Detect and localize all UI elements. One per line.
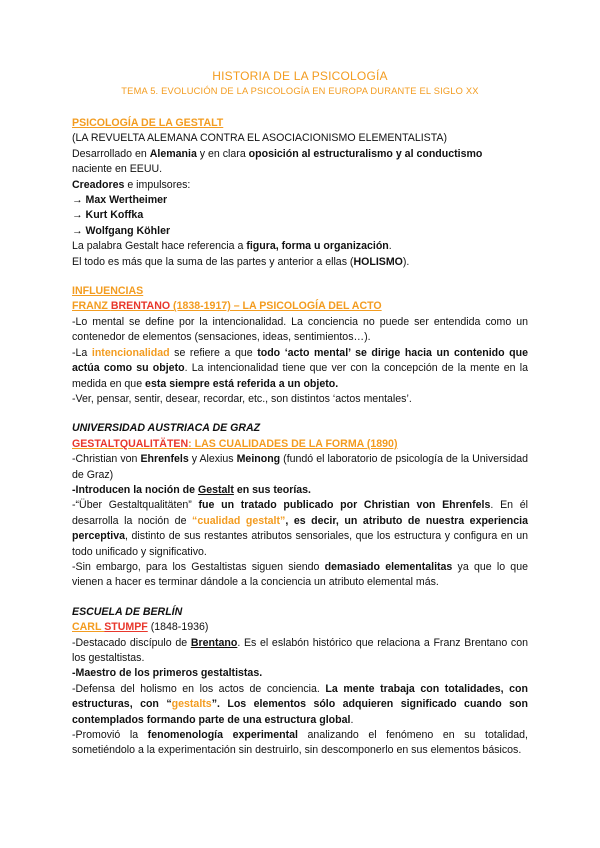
gestalt-holism-line: El todo es más que la suma de las partes y anterior a ellas (HOLISMO).: [72, 255, 410, 268]
section-heading-berlin: ESCUELA DE BERLÍN: [72, 605, 183, 618]
section-gestalt: [72, 116, 528, 270]
brentano-paragraph-1: -Lo mental se define por la intencionalidad. La conciencia no puede ser entendida como un contenedor de elementos (sensaciones, ideas, sentimientos…).: [72, 315, 528, 344]
berlin-paragraph-3: -Defensa del holismo en los actos de conciencia. La mente trabaja con totalidades, con estructuras, con “gestalts”. Los elementos sólo adquieren significado cuando son contemplados formando parte de una estructura global.: [72, 682, 528, 726]
brentano-paragraph-2: -La intencionalidad se refiere a que todo ‘acto mental’ se dirige hacia un contenido que actúa como su objeto. La intencionalidad tiene que ver con la concepción de la mente en la medida en que esta siempre está referida a un objeto.: [72, 346, 528, 390]
berlin-paragraph-1: -Destacado discípulo de Brentano. Es el eslabón histórico que relaciona a Franz Brentano con los gestaltistas.: [72, 636, 528, 664]
graz-paragraph-2: -Introducen la noción de Gestalt en sus teorías.: [72, 483, 312, 496]
section-heading-influencias: INFLUENCIAS: [72, 285, 144, 298]
gestalt-developed-line: Desarrollado en Alemania y en clara oposición al estructuralismo y al conductismo: [72, 147, 483, 160]
gestalt-creators-label: Creadores e impulsores:: [72, 178, 191, 191]
creator-koffka: → Kurt Koffka: [72, 209, 144, 222]
section-graz: [72, 421, 528, 590]
graz-paragraph-4: -Sin embargo, para los Gestaltistas siguen siendo demasiado elementalitas ya que lo que vienen a hacer es terminar dándole a la conciencia un atributo elemental más.: [72, 560, 528, 589]
creator-wertheimer: → Max Wertheimer: [72, 194, 168, 207]
section-influencias: [72, 284, 528, 407]
section-heading-graz: UNIVERSIDAD AUSTRIACA DE GRAZ: [72, 422, 261, 435]
page-title: HISTORIA DE LA PSICOLOGÍA: [212, 69, 388, 83]
berlin-paragraph-2: -Maestro de los primeros gestaltistas.: [72, 667, 263, 680]
brentano-paragraph-3: -Ver, pensar, sentir, desear, recordar, etc., son distintos ‘actos mentales’.: [72, 392, 412, 405]
gestaltqualitaten-subheading: GESTALTQUALITÄTEN: LAS CUALIDADES DE LA FORMA (1890): [72, 437, 398, 450]
graz-paragraph-3: -“Über Gestaltqualitäten” fue un tratado publicado por Christian von Ehrenfels. En él desarrolla la noción de “cualidad gestalt”, es decir, un atributo de nuestra experiencia perceptiva, distinto de sus restantes atributos sensoriales, que los estructura y configura en un todo unificado y significativo.: [72, 499, 528, 558]
section-heading-gestalt: PSICOLOGÍA DE LA GESTALT: [72, 117, 224, 129]
berlin-paragraph-4: -Promovió la fenomenología experimental analizando el fenómeno en su totalidad, sometiéndolo a la experimentación sin destruirlo, sin descomponerlo en sus elementos básicos.: [72, 729, 528, 757]
page-subtitle: TEMA 5. EVOLUCIÓN DE LA PSICOLOGÍA EN EUROPA DURANTE EL SIGLO XX: [121, 86, 479, 96]
gestalt-subtitle-line: (LA REVUELTA ALEMANA CONTRA EL ASOCIACIONISMO ELEMENTALISTA): [72, 132, 447, 145]
gestalt-developed-line-2: naciente en EEUU.: [72, 163, 163, 176]
stumpf-subheading: CARL STUMPF (1848-1936): [72, 621, 209, 634]
document-page: [72, 68, 528, 759]
graz-paragraph-1: -Christian von Ehrenfels y Alexius Meinong (fundó el laboratorio de psicología de la Universidad de Graz): [72, 453, 529, 481]
creator-kohler: → Wolfgang Köhler: [72, 224, 171, 237]
brentano-subheading: FRANZ BRENTANO (1838-1917) – LA PSICOLOGÍA DEL ACTO: [72, 300, 382, 313]
gestalt-meaning-line: La palabra Gestalt hace referencia a figura, forma u organización.: [72, 240, 392, 253]
section-berlin: [72, 605, 528, 759]
